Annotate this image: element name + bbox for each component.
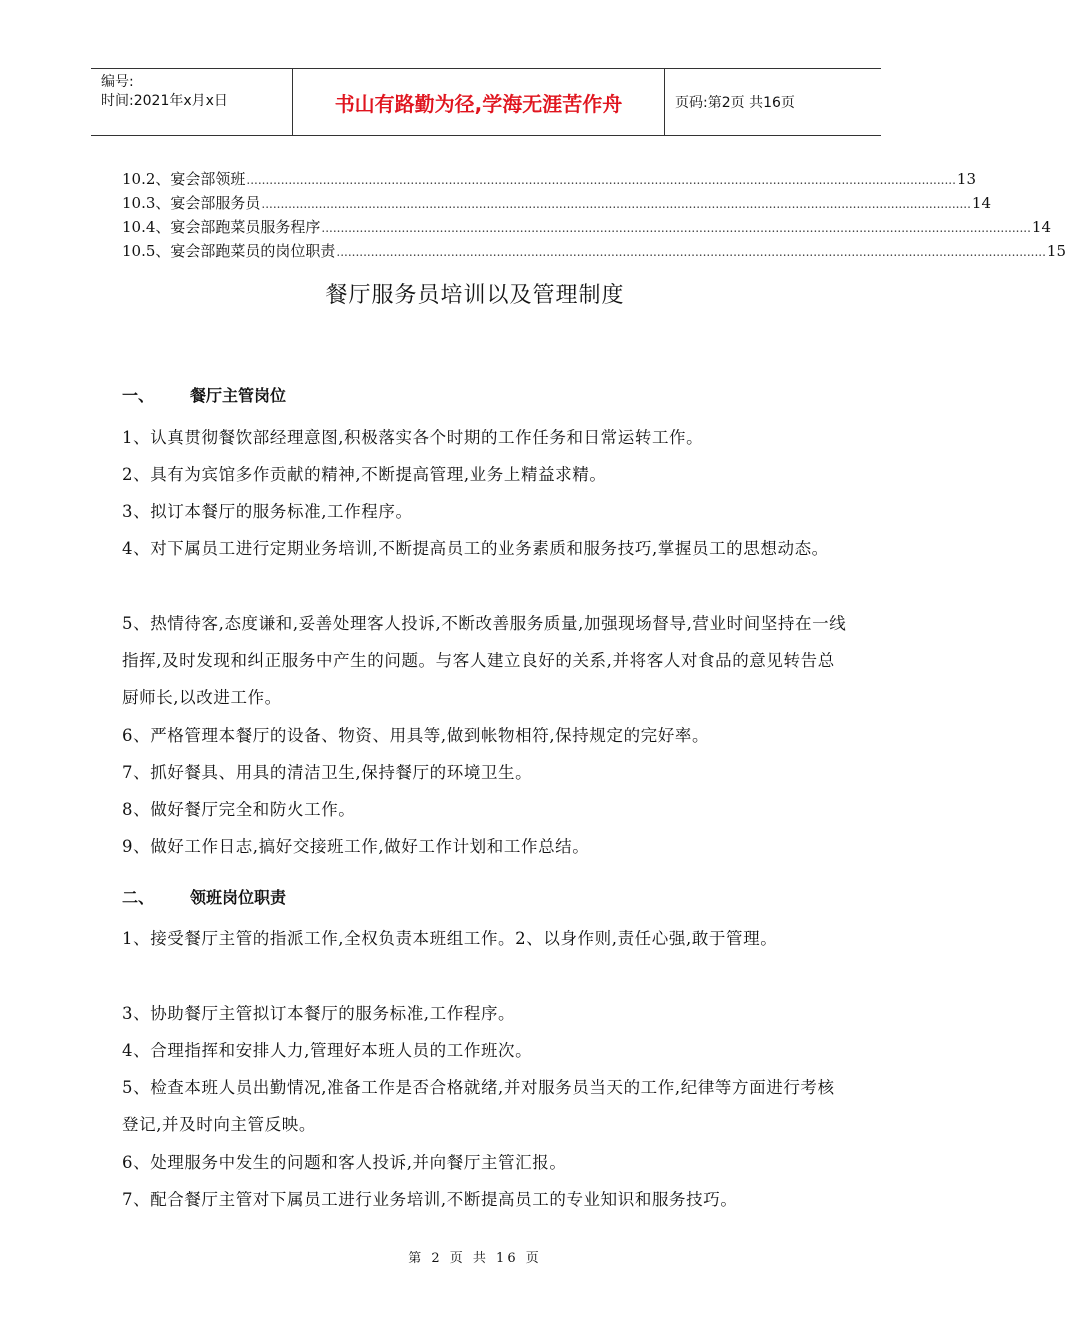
paragraph: 3、协助餐厅主管拟订本餐厅的服务标准,工作程序。 <box>122 1004 516 1023</box>
section-title: 餐厅主管岗位 <box>190 386 287 405</box>
paragraph: 6、处理服务中发生的问题和客人投诉,并向餐厅主管汇报。 <box>122 1153 567 1172</box>
toc-item-page: 14 <box>1031 218 1051 236</box>
header-page-info <box>665 69 881 135</box>
paragraph: 7、配合餐厅主管对下属员工进行业务培训,不断提高员工的专业知识和服务技巧。 <box>122 1190 738 1209</box>
paragraph: 4、对下属员工进行定期业务培训,不断提高员工的业务素质和服务技巧,掌握员工的思想动态。 <box>122 539 829 558</box>
table-of-contents <box>122 168 1066 264</box>
toc-item[interactable] <box>122 216 1051 240</box>
toc-leader: .......................................................................................................................................................................................... <box>321 221 1031 235</box>
document-title: 餐厅服务员培训以及管理制度 <box>325 283 625 308</box>
toc-item-page: 14 <box>971 194 991 212</box>
paragraph: 5、热情待客,态度谦和,妥善处理客人投诉,不断改善服务质量,加强现场督导,营业时间坚持在一线指挥,及时发现和纠正服务中产生的问题。与客人建立良好的关系,并将客人对食品的意见转告总厨师长,以改进工作。 <box>122 614 847 707</box>
toc-leader: .......................................................................................................................................................................................... <box>336 245 1046 259</box>
header-meta <box>91 69 293 135</box>
toc-item-label: 10.3、宴会部服务员 <box>122 194 261 212</box>
paragraph: 1、接受餐厅主管的指派工作,全权负责本班组工作。2、以身作则,责任心强,敢于管理。 <box>122 929 778 948</box>
paragraph: 5、检查本班人员出勤情况,准备工作是否合格就绪,并对服务员当天的工作,纪律等方面进行考核登记,并及时向主管反映。 <box>122 1078 835 1134</box>
motto-text: 书山有路勤为径,学海无涯苦作舟 <box>334 91 623 116</box>
toc-item-label: 10.2、宴会部领班 <box>122 170 246 188</box>
section-heading <box>122 885 286 908</box>
paragraph: 2、具有为宾馆多作贡献的精神,不断提高管理,业务上精益求精。 <box>122 465 607 484</box>
page-info-text: 页码:第2页 共16页 <box>675 95 795 111</box>
toc-item-page: 13 <box>956 170 976 188</box>
paragraph: 4、合理指挥和安排人力,管理好本班人员的工作班次。 <box>122 1041 533 1060</box>
toc-item-label: 10.4、宴会部跑菜员服务程序 <box>122 218 321 236</box>
header-time: 时间:2021年x月x日 <box>101 93 228 109</box>
toc-item[interactable] <box>122 240 1066 264</box>
section-title: 领班岗位职责 <box>190 888 287 907</box>
paragraph: 9、做好工作日志,搞好交接班工作,做好工作计划和工作总结。 <box>122 837 590 856</box>
page-footer: 第 2 页 共 16 页 <box>408 1251 542 1266</box>
paragraph: 6、严格管理本餐厅的设备、物资、用具等,做到帐物相符,保持规定的完好率。 <box>122 726 710 745</box>
toc-leader: .......................................................................................................................................................................................... <box>246 173 956 187</box>
section-heading <box>122 383 286 406</box>
paragraph: 7、抓好餐具、用具的清洁卫生,保持餐厅的环境卫生。 <box>122 763 533 782</box>
toc-item-page: 15 <box>1046 242 1066 260</box>
header-motto <box>293 69 665 135</box>
paragraph: 8、做好餐厅完全和防火工作。 <box>122 800 356 819</box>
toc-leader: .......................................................................................................................................................................................... <box>261 197 971 211</box>
paragraph: 1、认真贯彻餐饮部经理意图,积极落实各个时期的工作任务和日常运转工作。 <box>122 428 704 447</box>
paragraph: 3、拟订本餐厅的服务标准,工作程序。 <box>122 502 413 521</box>
toc-item[interactable] <box>122 192 991 216</box>
page-header <box>91 68 881 136</box>
toc-item-label: 10.5、宴会部跑菜员的岗位职责 <box>122 242 336 260</box>
toc-item[interactable] <box>122 168 976 192</box>
section-number: 一、 <box>122 386 155 405</box>
header-number: 编号: <box>101 74 134 90</box>
section-number: 二、 <box>122 888 155 907</box>
